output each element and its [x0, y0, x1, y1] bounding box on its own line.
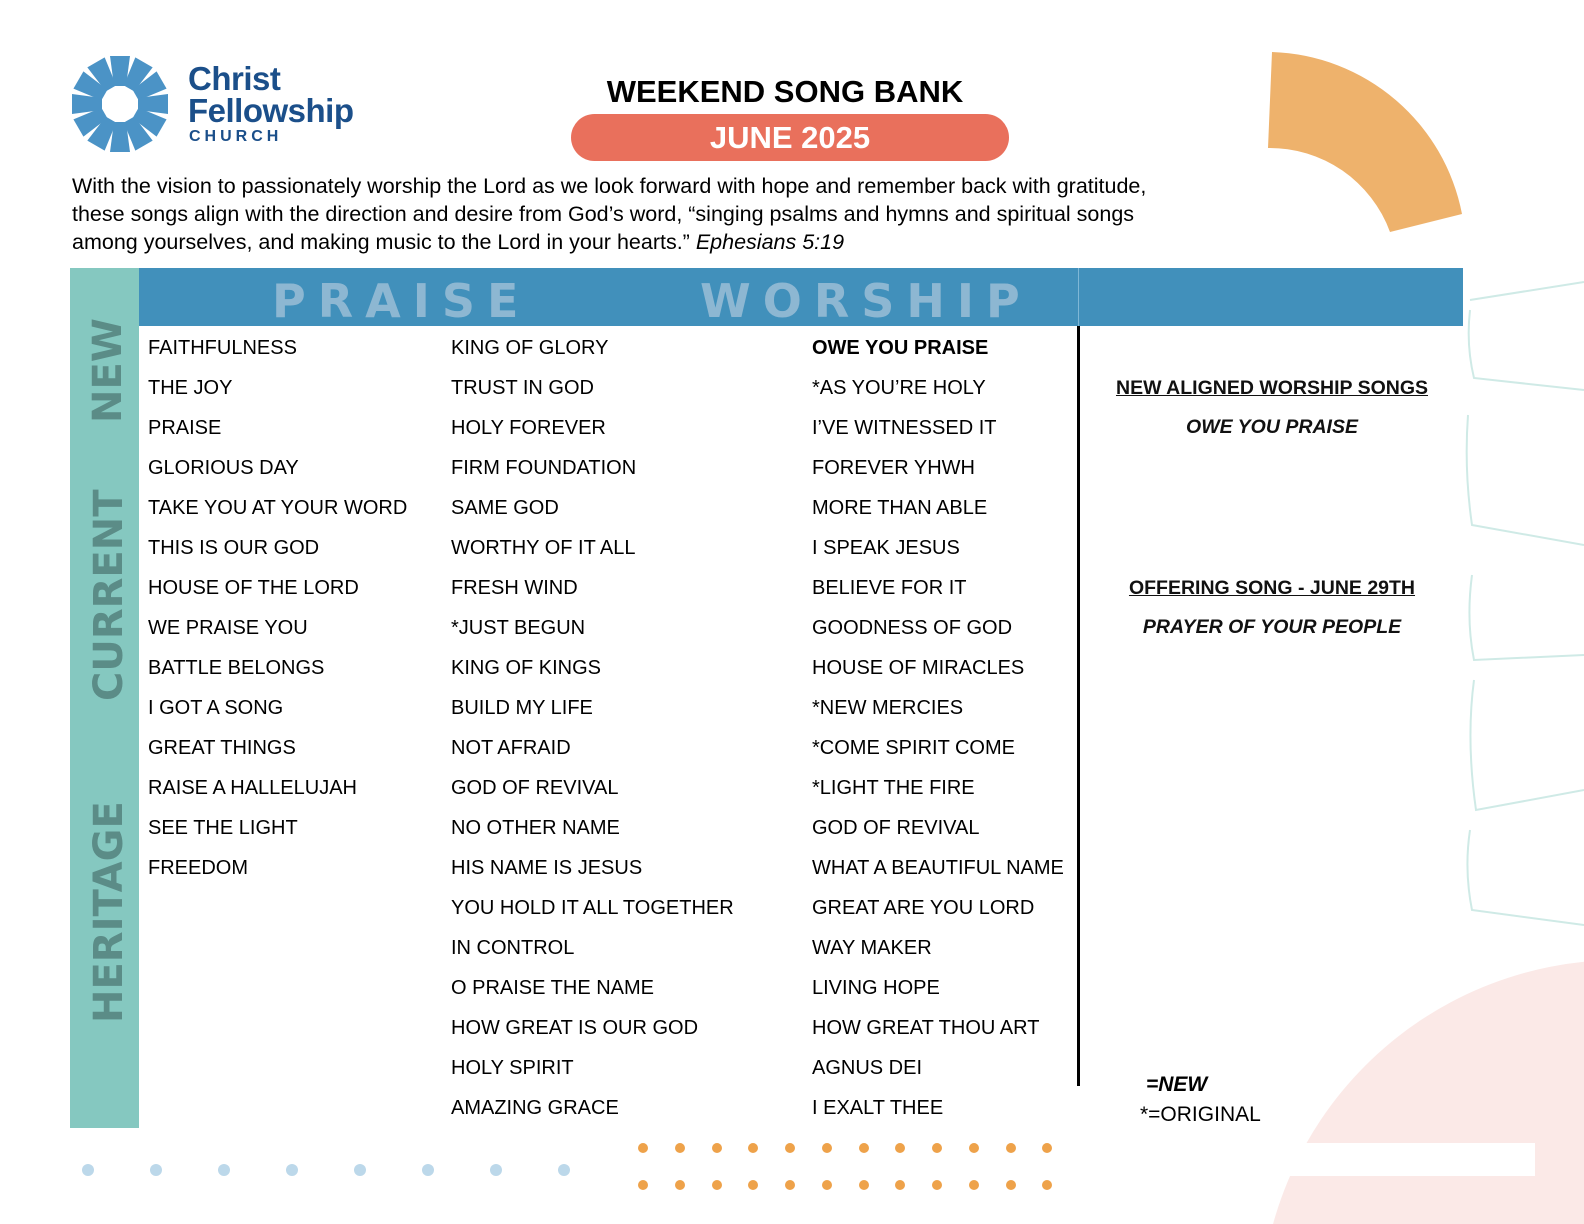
song-item: GREAT THINGS: [148, 737, 296, 759]
song-item: BUILD MY LIFE: [451, 697, 593, 719]
scripture-reference: Ephesians 5:19: [695, 230, 845, 254]
worship-column: [812, 336, 1064, 1136]
song-item: PRAISE: [148, 417, 222, 439]
church-logo: [68, 52, 368, 156]
song-item: *COME SPIRIT COME: [812, 737, 1015, 759]
side-label-heritage: HERITAGE: [86, 801, 132, 1023]
month-label: JUNE 2025: [709, 120, 871, 155]
logo-burst-icon: [68, 52, 172, 156]
offering-song-heading: OFFERING SONG - JUNE 29TH: [1128, 577, 1416, 599]
song-item: GLORIOUS DAY: [148, 457, 299, 479]
offering-song-box: [1082, 577, 1462, 639]
song-item: HOW GREAT THOU ART: [812, 1017, 1040, 1039]
song-item: THIS IS OUR GOD: [148, 537, 320, 559]
song-item: I’VE WITNESSED IT: [812, 417, 997, 439]
aligned-song-title: OWE YOU PRAISE: [1186, 416, 1358, 438]
logo-text-church: CHURCH: [189, 128, 283, 145]
song-item: IN CONTROL: [451, 937, 575, 959]
song-item: AGNUS DEI: [812, 1057, 923, 1079]
song-item: TRUST IN GOD: [451, 377, 594, 399]
song-item: *AS YOU’RE HOLY: [812, 377, 986, 399]
song-item: HOUSE OF THE LORD: [148, 577, 359, 599]
orange-dot-grid: [638, 1143, 1052, 1190]
song-item: FOREVER YHWH: [812, 457, 975, 479]
praise-heading: PRAISE: [272, 274, 531, 328]
song-item: WAY MAKER: [812, 937, 932, 959]
legend-new: =NEW: [1146, 1073, 1208, 1096]
song-item: I EXALT THEE: [812, 1097, 944, 1119]
song-item: I SPEAK JESUS: [812, 537, 960, 559]
offering-song-title: PRAYER OF YOUR PEOPLE: [1142, 616, 1402, 638]
month-badge: [571, 114, 1009, 161]
song-item: LIVING HOPE: [812, 977, 940, 999]
header-divider: [1078, 268, 1079, 326]
pink-circle-shape: [1260, 960, 1584, 1224]
orange-arc-shape: [1268, 52, 1462, 232]
column-divider-line: [1077, 326, 1080, 1086]
song-item: BATTLE BELONGS: [148, 657, 325, 679]
song-item: KING OF GLORY: [451, 337, 609, 359]
logo-text-christ: Christ: [188, 60, 281, 97]
song-item: THE JOY: [148, 377, 233, 399]
song-item: RAISE A HALLELUJAH: [148, 777, 357, 799]
teal-outline-shapes: [1467, 282, 1584, 925]
song-item: GOODNESS OF GOD: [812, 617, 1013, 639]
song-item: HOW GREAT IS OUR GOD: [451, 1017, 699, 1039]
logo-text-fellowship: Fellowship: [188, 92, 354, 129]
song-item: TAKE YOU AT YOUR WORD: [148, 497, 408, 519]
intro-paragraph: [72, 172, 1192, 256]
blue-dot-row: [82, 1164, 570, 1176]
song-item: NOT AFRAID: [451, 737, 571, 759]
song-item: GOD OF REVIVAL: [812, 817, 980, 839]
song-item: SAME GOD: [451, 497, 559, 519]
song-item: AMAZING GRACE: [451, 1097, 619, 1119]
song-item: GREAT ARE YOU LORD: [812, 897, 1035, 919]
song-item: *JUST BEGUN: [451, 617, 586, 639]
song-item: HOUSE OF MIRACLES: [812, 657, 1025, 679]
praise-column-2: [451, 336, 734, 1136]
song-item: WORTHY OF IT ALL: [451, 537, 636, 559]
aligned-songs-heading: NEW ALIGNED WORSHIP SONGS: [1115, 377, 1429, 399]
song-item: GOD OF REVIVAL: [451, 777, 619, 799]
song-item: I GOT A SONG: [148, 697, 284, 719]
page-title: WEEKEND SONG BANK: [606, 74, 964, 109]
song-item: FAITHFULNESS: [148, 337, 297, 359]
song-item: FIRM FOUNDATION: [451, 457, 637, 479]
song-item: HOLY SPIRIT: [451, 1057, 574, 1079]
song-item: WHAT A BEAUTIFUL NAME: [812, 857, 1064, 879]
song-item: *NEW MERCIES: [812, 697, 964, 719]
side-label-new: NEW: [85, 318, 131, 423]
song-item: *LIGHT THE FIRE: [812, 777, 975, 799]
song-item: SEE THE LIGHT: [148, 817, 298, 839]
song-item: NO OTHER NAME: [451, 817, 620, 839]
song-item: O PRAISE THE NAME: [451, 977, 655, 999]
song-item: YOU HOLD IT ALL TOGETHER: [451, 897, 734, 919]
song-item: WE PRAISE YOU: [148, 617, 308, 639]
song-item: HOLY FOREVER: [451, 417, 606, 439]
legend: [1140, 1070, 1261, 1130]
song-item: HIS NAME IS JESUS: [451, 857, 643, 879]
aligned-songs-box: [1082, 377, 1462, 439]
song-item: BELIEVE FOR IT: [812, 577, 967, 599]
song-item: FREEDOM: [148, 857, 248, 879]
song-item: FRESH WIND: [451, 577, 578, 599]
song-item: KING OF KINGS: [451, 657, 602, 679]
song-item: MORE THAN ABLE: [812, 497, 988, 519]
white-strip: [1260, 1143, 1535, 1176]
side-label-current: CURRENT: [86, 489, 132, 701]
song-item: OWE YOU PRAISE: [812, 337, 989, 359]
praise-column-1: [148, 336, 407, 896]
worship-heading: WORSHIP: [700, 274, 1032, 328]
intro-text: With the vision to passionately worship the Lord as we look forward with hope and remember back with gratitude, these songs align with the direction and desire from God’s word, “singing psalms and hymns and spiritual songs among yourselves, and making music to the Lord in your hearts.”: [72, 174, 1147, 254]
legend-original: *=ORIGINAL: [1140, 1103, 1261, 1126]
